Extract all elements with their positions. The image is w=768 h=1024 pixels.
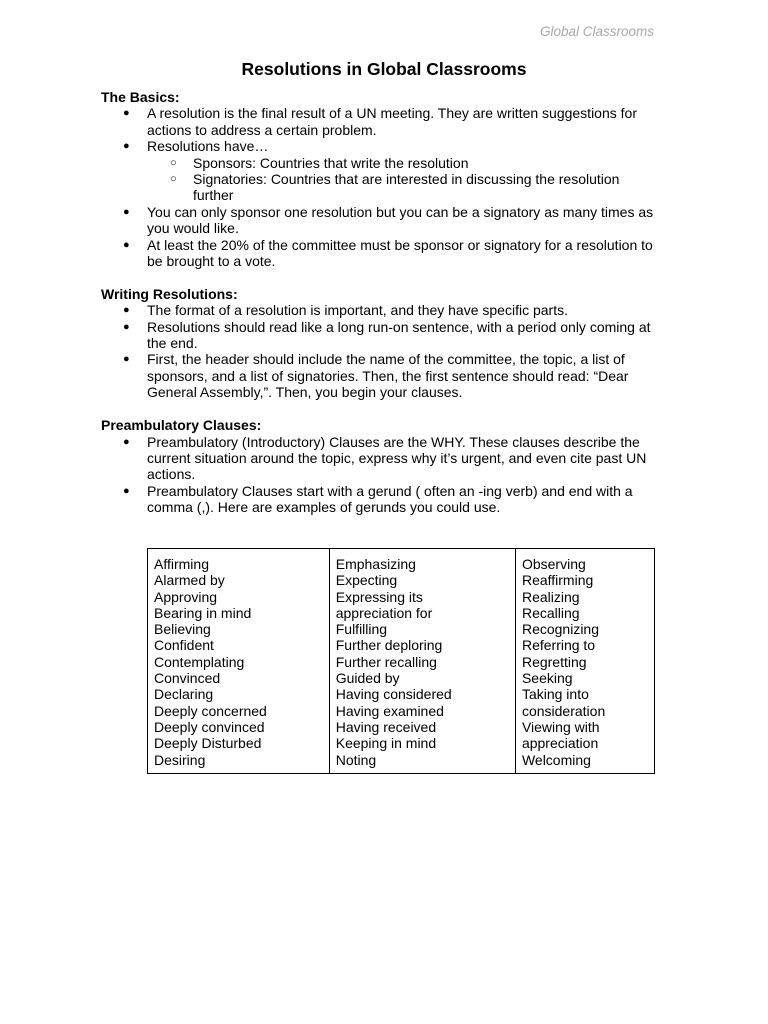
- list-item-text: A resolution is the final result of a UN meeting. They are written suggestions for actions to address a certain problem.: [147, 105, 637, 138]
- list-item: [101, 237, 661, 270]
- gerund-cell-line: Contemplating: [154, 653, 245, 670]
- sublist-item-text: Signatories: Countries that are interested in discussing the resolution further: [193, 171, 620, 204]
- gerund-cell-line: Recalling: [521, 604, 580, 621]
- gerund-cell-line: Referring to: [521, 637, 596, 654]
- gerund-cell-line: Fulfilling: [335, 621, 388, 638]
- sublist-item-text: Sponsors: Countries that write the resolution: [193, 154, 469, 171]
- writing-heading: Writing Resolutions:: [101, 285, 238, 302]
- list-item: [101, 204, 661, 237]
- table-column-cell: [329, 549, 515, 774]
- gerund-cell-line: Keeping in mind: [335, 735, 437, 752]
- basics-list: [101, 105, 661, 269]
- basics-sublist: [147, 155, 661, 204]
- gerund-cell-line: Confident: [154, 637, 214, 654]
- gerund-table: [147, 548, 655, 774]
- gerund-cell-line: consideration: [521, 702, 606, 719]
- gerund-cell-line: Observing: [521, 556, 586, 572]
- list-item: [101, 105, 661, 138]
- list-item-text: First, the header should include the name of the committee, the topic, a list of sponsors, and a list of signatories. Then, the first sentence should read: “Dear General Assembly,”. Then, you begin your clauses.: [147, 351, 629, 401]
- list-item-text: Resolutions have…: [147, 138, 269, 155]
- gerund-cell-line: Having considered: [335, 686, 452, 703]
- gerund-cell-line: Bearing in mind: [154, 604, 252, 621]
- list-item: [101, 302, 661, 318]
- gerund-cell-line: Taking into: [521, 686, 589, 703]
- list-item: [101, 483, 661, 516]
- gerund-cell-line: Having received: [335, 718, 437, 735]
- bullet-icon: ●: [123, 107, 130, 120]
- running-header: Global Classrooms: [539, 24, 654, 39]
- section-spacer: [101, 401, 661, 417]
- list-item-text: Preambulatory (Introductory) Clauses are the WHY. These clauses describe the current situation around the topic, express why it’s urgent, and even cite past UN actions.: [147, 433, 647, 483]
- gerund-cell-line: Having examined: [335, 702, 444, 719]
- writing-list: [101, 302, 661, 400]
- gerund-cell-line: Affirming: [154, 556, 209, 572]
- gerund-cell-line: Deeply concerned: [154, 702, 267, 719]
- table-column-cell: [515, 549, 654, 774]
- list-item: [101, 351, 661, 400]
- list-item-text: At least the 20% of the committee must be sponsor or signatory for a resolution to be brought to a vote.: [147, 236, 653, 270]
- list-item-text: The format of a resolution is important, and they have specific parts.: [147, 302, 568, 319]
- bullet-icon: ●: [123, 238, 130, 251]
- gerund-cell-line: Approving: [154, 588, 218, 605]
- list-item: [101, 138, 661, 204]
- document-body: [101, 89, 661, 516]
- table-row: [148, 549, 655, 774]
- gerund-cell-line: Expecting: [335, 572, 398, 589]
- gerund-cell-line: Further deploring: [335, 637, 443, 654]
- gerund-cell-line: Expressing its: [335, 588, 423, 605]
- gerund-cell-line: Regretting: [521, 653, 587, 670]
- gerund-cell-line: Guided by: [335, 670, 400, 687]
- bullet-icon: ●: [123, 484, 130, 497]
- table-column-cell: [148, 549, 330, 774]
- list-item: [101, 319, 661, 352]
- gerund-cell-line: Emphasizing: [335, 556, 416, 572]
- list-item: [101, 434, 661, 483]
- gerund-cell-line: Noting: [335, 751, 377, 768]
- preambulatory-heading: Preambulatory Clauses:: [101, 417, 262, 434]
- gerund-cell-line: Viewing with: [521, 718, 600, 735]
- gerund-cell-line: appreciation: [521, 735, 599, 752]
- bullet-icon: ●: [123, 435, 130, 448]
- gerund-cell-line: Alarmed by: [154, 572, 225, 589]
- basics-heading: The Basics:: [101, 89, 180, 105]
- gerund-cell-line: Convinced: [154, 670, 221, 687]
- gerund-cell-line: Welcoming: [521, 751, 591, 768]
- section-spacer: [101, 269, 661, 285]
- hollow-bullet-icon: ○: [170, 173, 177, 186]
- gerund-cell-line: Reaffirming: [521, 572, 594, 589]
- bullet-icon: ●: [123, 320, 130, 333]
- bullet-icon: ●: [123, 304, 130, 317]
- bullet-icon: ●: [123, 205, 130, 218]
- preambulatory-list: [101, 434, 661, 516]
- list-item-text: You can only sponsor one resolution but you can be a signatory as many times as you would like.: [147, 203, 654, 237]
- gerund-cell-line: Realizing: [521, 588, 580, 605]
- list-item-text: Preambulatory Clauses start with a gerund ( often an -ing verb) and end with a comma (,). Here are examples of gerunds you could use.: [147, 482, 633, 516]
- gerund-cell-line: Deeply convinced: [154, 718, 265, 735]
- sublist-item: [101, 171, 661, 204]
- gerund-cell-line: Further recalling: [335, 653, 437, 670]
- gerund-cell-line: Declaring: [154, 686, 214, 703]
- gerund-cell-line: appreciation for: [335, 604, 433, 621]
- gerund-cell-line: Believing: [154, 621, 211, 638]
- gerund-cell-line: Desiring: [154, 751, 206, 768]
- hollow-bullet-icon: ○: [170, 156, 177, 169]
- gerund-cell-line: Recognizing: [521, 621, 600, 638]
- document-title: Resolutions in Global Classrooms: [241, 59, 527, 79]
- bullet-icon: ●: [123, 353, 130, 366]
- gerund-cell-line: Deeply Disturbed: [154, 735, 262, 752]
- gerund-cell-line: Seeking: [521, 670, 573, 687]
- list-item-text: Resolutions should read like a long run-on sentence, with a period only coming at the end.: [147, 318, 651, 352]
- bullet-icon: ●: [123, 140, 130, 153]
- sublist-item: [101, 155, 661, 171]
